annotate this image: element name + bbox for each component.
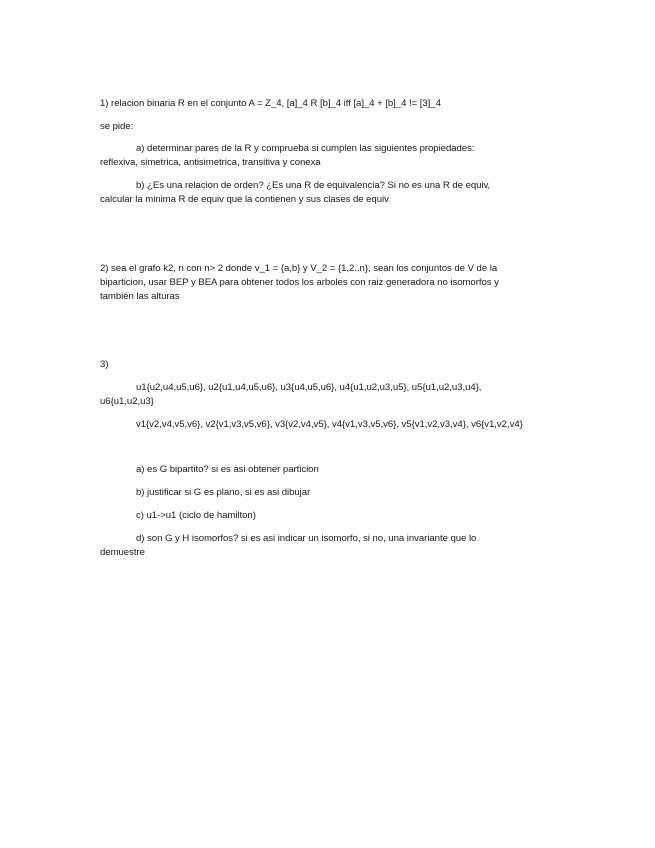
q3-h-line: v1{v2,v4,v5,v6}, v2{v1,v3,v5,v6}, v3{v2,v4,v5}, v4{v1,v3,v5,v6}, v5{v1,v2,v3,v4}, v6{v1,v2,v4}	[136, 419, 523, 430]
q1-statement: 1) relacion binaria R en el conjunto A = Z_4, [a]_4 R [b]_4 iff [a]_4 + [b]_4 != [3]_4	[100, 98, 441, 109]
q3-g-line1: u1{u2,u4,u5,u6}, u2{u1,u4,u5,u6}, u3{u4,u5,u6}, u4{u1,u2,u3,u5}, u5{u1,u2,u3,u4},	[136, 382, 482, 393]
q3-a: a) es G bipartito? si es asi obtener particion	[136, 464, 319, 475]
q3-d-line1: d) son G y H isomorfos? si es asi indicar un isomorfo, si no, una invariante que lo	[136, 533, 477, 544]
q2-line2: biparticion, usar BEP y BEA para obtener todos los arboles con raiz generadora no isomorfos y	[100, 277, 499, 288]
q1-b-line2: calcular la minima R de equiv que la contienen y sus clases de equiv	[100, 194, 389, 205]
q2-line3: también las alturas	[100, 291, 180, 302]
q3-g-line2: u6{u1,u2,u3}	[100, 396, 154, 407]
q1-a-line1: a) determinar pares de la R y comprueba si cumplen las siguientes propiedades:	[136, 143, 475, 154]
q1-a-line2: reflexiva, simetrica, antisimetrica, transitiva y conexa	[100, 157, 321, 168]
q3-b: b) justificar si G es plano, si es asi dibujar	[136, 487, 311, 498]
q1-b-line1: b) ¿Es una relacion de orden? ¿Es una R de equivalencia? Si no es una R de equiv,	[136, 180, 491, 191]
q3-number: 3)	[100, 359, 109, 370]
q2-line1: 2) sea el grafo k2, n con n> 2 donde v_1 = {a,b} y V_2 = {1,2..n}, sean los conjuntos de V de la	[100, 263, 498, 274]
q1-asks: se pide:	[100, 121, 134, 132]
q3-d-line2: demuestre	[100, 547, 145, 558]
q3-c: c) u1->u1 (ciclo de hamilton)	[136, 510, 256, 521]
